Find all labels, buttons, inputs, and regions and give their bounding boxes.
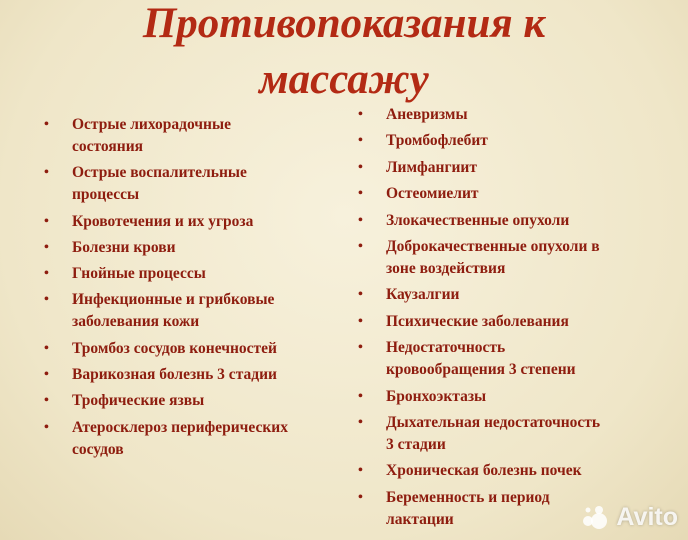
list-item-line: Доброкачественные опухоли в	[386, 237, 600, 255]
watermark-text: Avito	[616, 502, 678, 531]
list-item	[44, 237, 334, 259]
bullet-icon: •	[44, 393, 49, 409]
list-item-line: Остеомиелит	[386, 185, 479, 203]
bullet-icon: •	[44, 165, 49, 181]
bullet-icon: •	[358, 186, 363, 202]
list-item	[358, 236, 658, 280]
list-item-line: Острые воспалительные	[72, 164, 247, 182]
avito-watermark	[580, 502, 678, 532]
avito-logo-icon	[580, 502, 610, 532]
bullet-icon: •	[358, 340, 363, 356]
bullet-icon: •	[358, 159, 363, 175]
list-item-line: Гнойные процессы	[72, 265, 206, 283]
bullet-icon: •	[44, 117, 49, 132]
list-item-line: лактации	[386, 510, 454, 528]
list-item-line: 3 стадии	[386, 435, 446, 453]
bullet-icon: •	[358, 238, 363, 254]
list-item	[358, 460, 658, 482]
list-item	[358, 311, 658, 333]
list-item	[44, 263, 334, 285]
list-item	[44, 338, 334, 360]
list-item	[358, 130, 658, 152]
bullet-icon: •	[44, 266, 49, 282]
list-item-line: процессы	[72, 186, 140, 204]
bullet-icon: •	[44, 239, 49, 255]
list-item-line: Тромбофлебит	[386, 132, 488, 150]
list-item-line: Тромбоз сосудов конечностей	[72, 339, 277, 357]
list-item	[44, 364, 334, 386]
list-item	[358, 412, 658, 456]
page-title	[0, 0, 688, 108]
bullet-icon: •	[44, 367, 49, 383]
list-item-line: Дыхательная недостаточность	[386, 413, 601, 431]
bullet-icon: •	[358, 388, 363, 404]
list-item	[358, 104, 658, 126]
title-line-1: Противопоказания к	[142, 0, 546, 47]
bullet-icon: •	[358, 463, 363, 479]
list-item-line: Недостаточность	[386, 339, 506, 357]
list-item	[358, 386, 658, 408]
list-item	[358, 284, 658, 306]
bullet-icon: •	[358, 212, 363, 228]
list-item-line: кровообращения 3 степени	[386, 361, 576, 379]
list-item-line: Острые лихорадочные	[72, 116, 231, 133]
bullet-icon: •	[44, 340, 49, 356]
list-item-line: Болезни крови	[72, 238, 176, 256]
bullet-icon: •	[358, 107, 363, 122]
list-item-line: Трофические язвы	[72, 392, 205, 410]
list-item-line: сосудов	[72, 440, 124, 458]
list-item-line: Злокачественные опухоли	[386, 211, 570, 229]
list-item-line: Каузалгии	[386, 286, 460, 304]
bullet-icon: •	[358, 287, 363, 303]
list-item-line: состояния	[72, 138, 144, 155]
list-item	[358, 157, 658, 179]
bullet-icon: •	[44, 419, 49, 435]
list-item-line: Варикозная болезнь 3 стадии	[72, 366, 277, 384]
list-item-line: Хроническая болезнь почек	[386, 462, 582, 480]
list-item	[44, 390, 334, 412]
list-item	[44, 114, 334, 158]
list-item-line: Аневризмы	[386, 106, 468, 123]
list-item-line: Беременность и период	[386, 488, 550, 506]
title-line-2: массажу	[259, 56, 429, 103]
list-item	[44, 162, 334, 206]
list-item-line: Бронхоэктазы	[386, 387, 487, 405]
list-item	[44, 289, 334, 333]
bullet-icon: •	[358, 313, 363, 329]
list-item-line: зоне воздействия	[386, 259, 506, 277]
list-item	[358, 183, 658, 205]
list-item	[44, 417, 334, 461]
list-item	[44, 211, 334, 233]
list-item-line: Кровотечения и их угроза	[72, 212, 254, 230]
list-item	[358, 337, 658, 381]
bullet-icon: •	[358, 489, 363, 505]
left-list	[44, 114, 334, 465]
right-list	[358, 104, 658, 535]
list-item-line: Атеросклероз периферических	[72, 418, 288, 436]
list-item-line: Психические заболевания	[386, 312, 569, 330]
bullet-icon: •	[44, 213, 49, 229]
list-item	[358, 210, 658, 232]
bullet-icon: •	[358, 414, 363, 430]
bullet-icon: •	[358, 133, 363, 149]
list-item-line: Лимфангиит	[386, 158, 477, 176]
list-item-line: Инфекционные и грибковые	[72, 291, 275, 309]
bullet-icon: •	[44, 292, 49, 308]
list-item-line: заболевания кожи	[72, 313, 200, 331]
